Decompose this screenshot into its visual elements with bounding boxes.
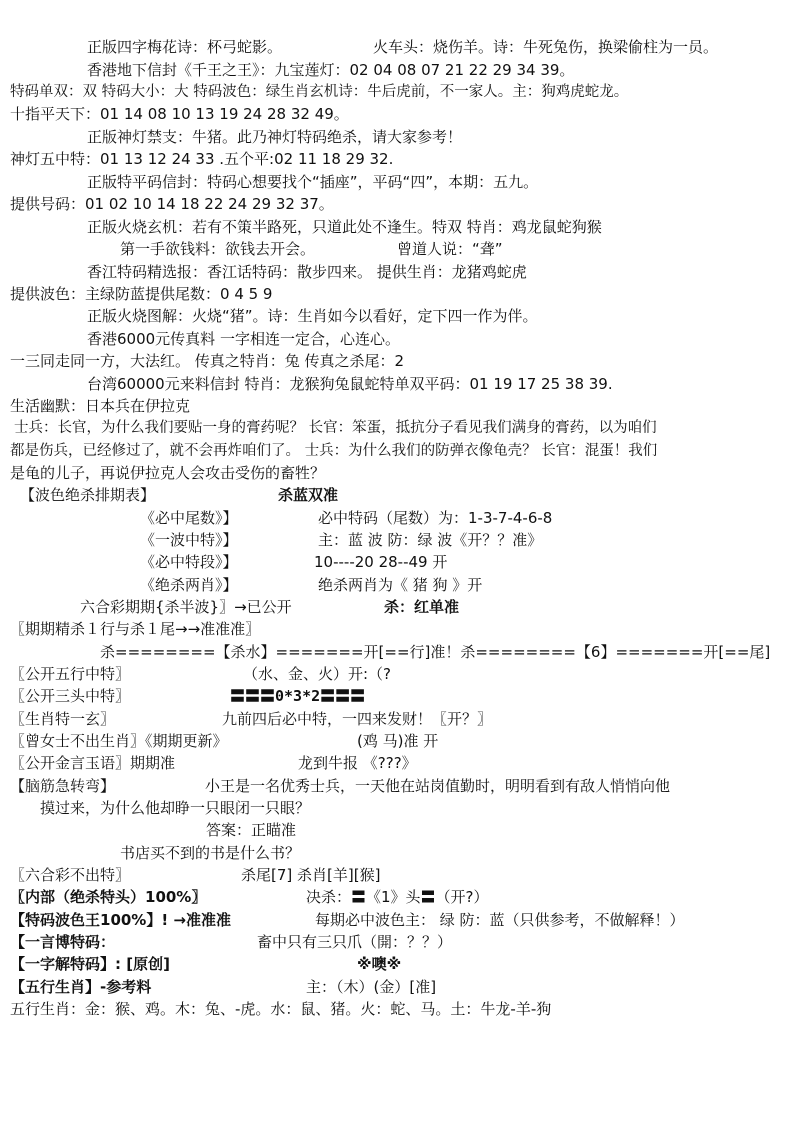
riddle-title: 【脑筋急转弯】	[10, 777, 116, 795]
special-code-line: 特码单双：双 特码大小：大 特码波色：绿生肖玄机诗：牛后虎前，不一家人。主：狗鸡虎蛇龙。	[10, 84, 629, 100]
sure-segment-label: 《必中特段》】	[140, 553, 238, 571]
plum-poem-line: 正版四字梅花诗：杯弓蛇影。	[87, 38, 283, 56]
kill-two-label: 《绝杀两肖》】	[140, 576, 238, 594]
one-char-label: 【一字解特码】: [原创]	[10, 955, 170, 973]
fax-zodiac-line: 一三同走同一方，大法红。 传真之特肖：兔 传真之杀尾：2	[10, 352, 405, 370]
five-elements-value: （水、金、火）开:（?	[243, 665, 392, 683]
five-elements-label: 〖公开五行中特〗	[10, 665, 131, 683]
golden-words-label: 〖公开金言玉语〗期期准	[10, 754, 176, 772]
sure-tail-value: 必中特码（尾数）为：1-3-7-4-6-8	[318, 509, 553, 527]
riddle-question-2: 书店买不到的书是什么书？	[120, 844, 301, 862]
fire-illustration-line: 正版火烧图解：火烧“猪”。诗：生肖如今以看好，定下四一作为伴。	[87, 307, 538, 325]
five-zodiac-list: 五行生肖：金：猴、鸡。木：兔、-虎。水：鼠、猪。火：蛇、马。土：牛龙-羊-狗	[10, 1000, 552, 1018]
fire-mystery-line: 正版火烧玄机：若有不策半路死，只道此处不逢生。特双 特肖：鸡龙鼠蛇狗猴	[87, 218, 602, 236]
zeng-says-line: 曾道人说：“聋”	[397, 240, 503, 258]
xiangjiang-line: 香江特码精选报：香江话特码：散步四来。 提供生肖：龙猪鸡蛇虎	[87, 263, 527, 281]
provided-numbers-line: 提供号码：01 02 10 14 18 22 24 29 32 37。	[10, 195, 334, 213]
wave-table-title: 【波色绝杀排期表】	[20, 486, 156, 504]
one-wave-label: 《一波中特》】	[140, 531, 238, 549]
five-zodiac-label: 【五行生肖】-参考料	[10, 978, 152, 996]
wave-table-kill: 杀蓝双准	[278, 486, 339, 504]
one-word-label: 【一言博特码：	[10, 933, 116, 951]
kill-two-value: 绝杀两肖为《 猪 狗 》开	[318, 576, 483, 594]
kill-half-wave-label: 六合彩期期{杀半波}〗→已公开	[80, 598, 292, 616]
precise-kill-line: 〖期期精杀１行与杀１尾→→准准准〗	[10, 620, 261, 638]
not-special-value: 杀尾[7] 杀肖[羊][猴]	[241, 866, 381, 884]
sure-tail-label: 《必中尾数》】	[140, 509, 238, 527]
three-heads-value: 〓〓〓0*3*2〓〓〓	[230, 687, 366, 705]
three-heads-label: 〖公开三头中特〗	[10, 687, 131, 705]
ten-fingers-line: 十指平天下：01 14 08 10 13 19 24 28 32 49。	[10, 105, 349, 123]
sure-segment-value: 10----20 28--49 开	[314, 553, 448, 571]
golden-words-value: 龙到牛报 《???》	[298, 754, 417, 772]
train-head-line: 火车头：烧伤羊。诗：牛死兔伤，换梁偷柱为一员。	[373, 38, 719, 56]
one-wave-value: 主：蓝 波 防：绿 波《开？？准》	[318, 531, 543, 549]
five-zodiac-value: 主：（木）(金）[准]	[306, 978, 437, 996]
riddle-answer: 答案：正瞄准	[206, 821, 297, 839]
hk-envelope-line: 香港地下信封《千王之王》：九宝莲灯：02 04 08 07 21 22 29 34 39。	[87, 61, 575, 79]
riddle-text-1: 小王是一名优秀士兵，一天他在站岗值勤时，明明看到有敌人悄悄向他	[205, 777, 671, 795]
one-char-value: ※噢※	[357, 955, 402, 973]
kill-red-single: 杀：红单准	[384, 598, 460, 616]
zodiac-mystery-label: 〖生肖特一玄〗	[10, 710, 116, 728]
humor-title: 生活幽默：日本兵在伊拉克	[10, 397, 191, 415]
envelope-code-line: 正版特平码信封：特码心想要找个“插座”，平码“四”，本期：五九。	[87, 173, 539, 191]
god-lamp-ban-line: 正版神灯禁支：牛猪。此乃神灯特码绝杀，请大家参考！	[87, 128, 463, 146]
humor-text-1: 士兵：长官，为什么我们要贴一身的膏药呢？ 长官：笨蛋，抵抗分子看见我们满身的膏药，以为咱们	[14, 420, 657, 436]
wave-king-value: 每期必中波色主： 绿 防：蓝（只供参考，不做解释！）	[315, 911, 685, 929]
first-hand-line: 第一手欲钱料：欲钱去开会。	[120, 240, 316, 258]
god-lamp-five-line: 神灯五中特：01 13 12 24 33 .五个平:02 11 18 29 32.	[10, 150, 394, 168]
ms-zeng-value: (鸡 马)准 开	[357, 732, 439, 750]
provided-color-line: 提供波色：主绿防蓝提供尾数：0 4 5 9	[10, 285, 273, 303]
taiwan-envelope-line: 台湾60000元来料信封 特肖：龙猴狗兔鼠蛇特单双平码：01 19 17 25 38 39.	[87, 375, 613, 393]
zodiac-mystery-value: 九前四后必中特，一四来发财！〖开？〗	[222, 710, 493, 728]
humor-text-2: 都是伤兵，已经修过了，就不会再炸咱们了。 士兵：为什么我们的防弹衣像龟壳？ 长官：混蛋！我们	[10, 443, 658, 459]
humor-text-3: 是龟的儿子，再说伊拉克人会攻击受伤的畜牲？	[10, 464, 326, 482]
riddle-text-2: 摸过来，为什么他却睁一只眼闭一只眼？	[40, 799, 311, 817]
wave-king-label: 【特码波色王100%】! →准准准	[10, 911, 231, 929]
one-word-value: 畜中只有三只爪（開：？？）	[257, 933, 453, 951]
kill-water-line: 杀========【杀水】=======开[==行]准！杀========【6】=======开[==尾]	[100, 643, 771, 661]
internal-kill-label: 〖内部（绝杀特头）100%〗	[10, 888, 207, 906]
hk-fax-line: 香港6000元传真料 一字相连一定合，心连心。	[87, 330, 400, 348]
not-special-label: 〖六合彩不出特〗	[10, 866, 131, 884]
ms-zeng-label: 〖曾女士不出生肖〗《期期更新》	[10, 732, 228, 750]
internal-kill-value: 决杀：〓《1》头〓（开?）	[306, 888, 489, 906]
